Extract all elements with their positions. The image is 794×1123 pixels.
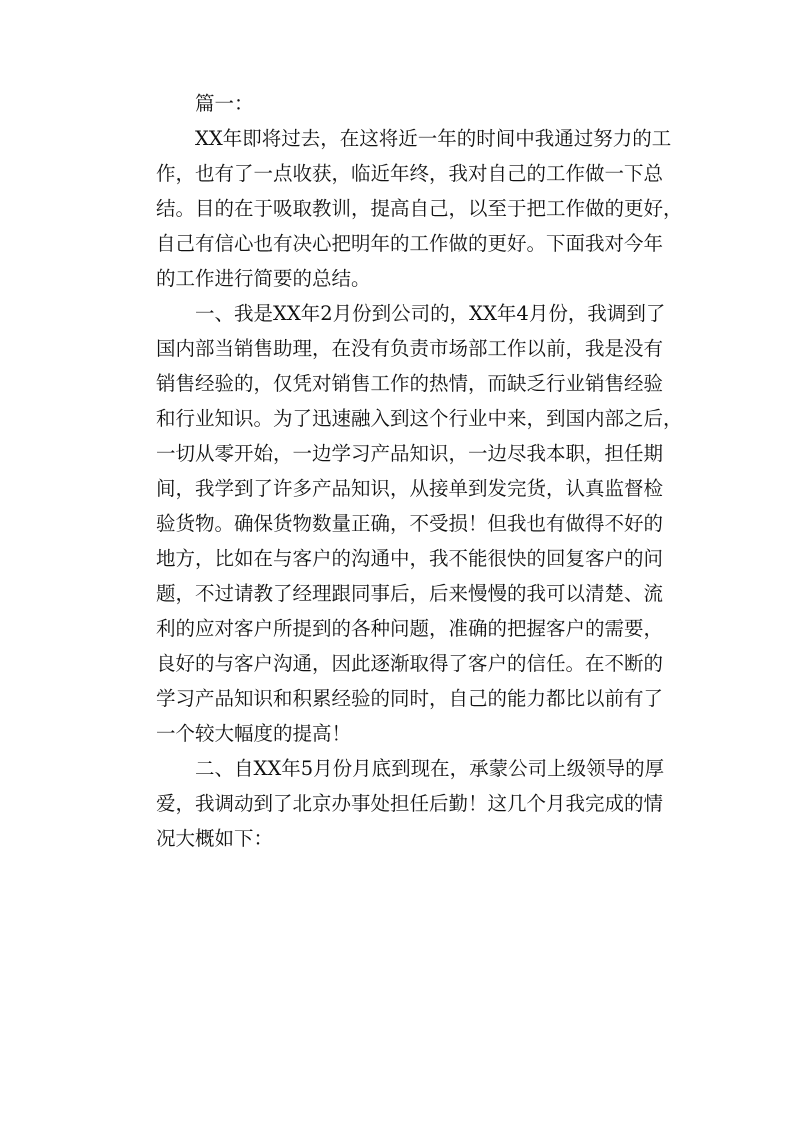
text-line: 利的应对客户所提到的各种问题，准确的把握客户的需要， (156, 617, 664, 640)
text-line: 况大概如下： (156, 827, 274, 850)
text-line: 题，不过请教了经理跟同事后，后来慢慢的我可以清楚、流 (156, 582, 664, 605)
text-line: 作，也有了一点收获，临近年终，我对自己的工作做一下总 (156, 162, 664, 185)
text-line: 的工作进行简要的总结。 (156, 267, 371, 290)
text-line: 爱，我调动到了北京办事处担任后勤！这几个月我完成的情 (156, 792, 664, 815)
paragraph-section-two (117, 751, 677, 856)
text-line: 国内部当销售助理，在没有负责市场部工作以前，我是没有 (156, 337, 664, 360)
text-line: 良好的与客户沟通，因此逐渐取得了客户的信任。在不断的 (156, 652, 664, 675)
paragraph-section-one (117, 296, 683, 751)
text-line: 一切从零开始，一边学习产品知识，一边尽我本职，担任期 (156, 442, 664, 465)
text-line: 销售经验的，仅凭对销售工作的热情，而缺乏行业销售经验 (156, 372, 664, 395)
text-line: 自己有信心也有决心把明年的工作做的更好。下面我对今年 (156, 232, 664, 255)
text-line: 结。目的在于吸取教训，提高自己，以至于把工作做的更好， (156, 197, 683, 220)
document-body (117, 86, 683, 856)
paragraph-intro (117, 121, 683, 296)
text-line: 二、自XX年5月份月底到现在，承蒙公司上级领导的厚 (195, 757, 665, 780)
text-line: 一、我是XX年2月份到公司的，XX年4月份，我调到了 (195, 302, 666, 325)
text-line: 一个较大幅度的提高！ (156, 722, 352, 745)
text-line: 和行业知识。为了迅速融入到这个行业中来，到国内部之后， (156, 407, 683, 430)
text-line: 地方，比如在与客户的沟通中，我不能很快的回复客户的问 (156, 547, 664, 570)
text-line: 间，我学到了许多产品知识，从接单到发完货，认真监督检 (156, 477, 664, 500)
text-line: 验货物。确保货物数量正确，不受损！但我也有做得不好的 (156, 512, 664, 535)
text-line: XX年即将过去，在这将近一年的时间中我通过努力的工 (195, 127, 672, 150)
text-line: 学习产品知识和积累经验的同时，自己的能力都比以前有了 (156, 687, 664, 710)
section-heading: 篇一： (195, 92, 254, 115)
heading-paragraph (117, 86, 677, 121)
